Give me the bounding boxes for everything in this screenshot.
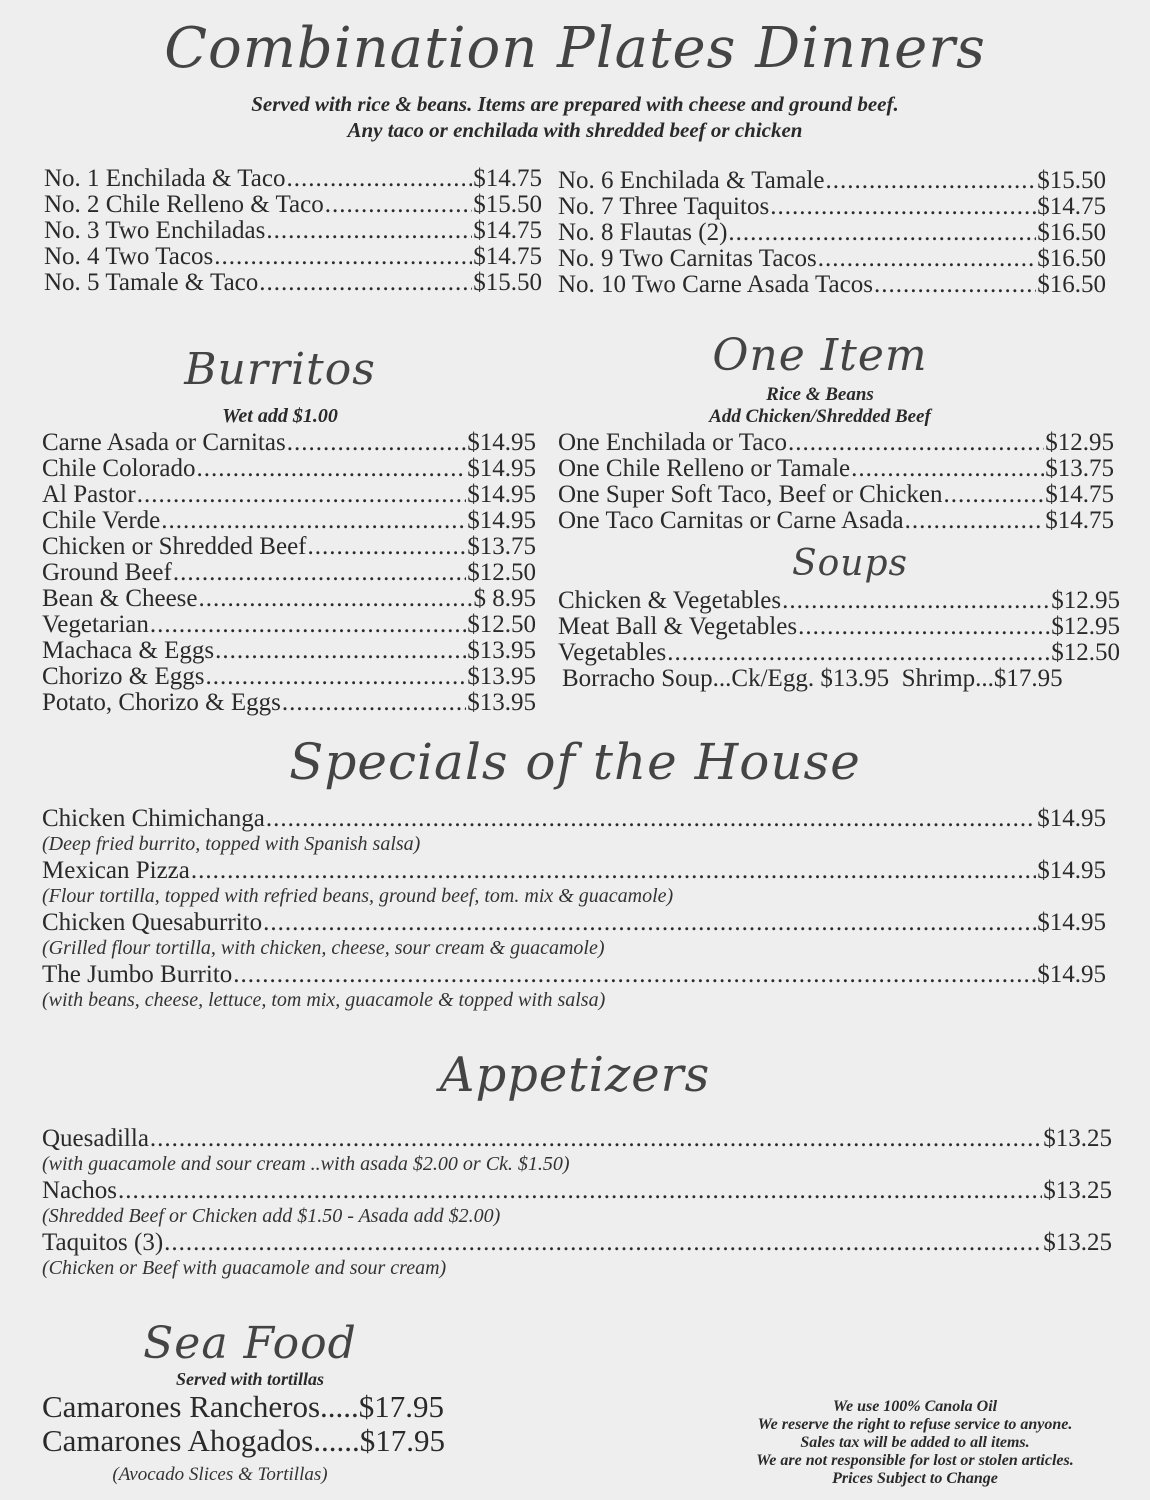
seafood-note: (Avocado Slices & Tortillas): [112, 1464, 328, 1485]
footer-note: Sales tax will be added to all items.: [800, 1434, 1030, 1451]
menu-item: Potato, Chorizo & Eggs ..... $13.95: [42, 690, 536, 716]
one-item-title: One Item: [712, 330, 928, 381]
footer-note: We use 100% Canola Oil: [832, 1398, 998, 1415]
seafood-list: [42, 1390, 512, 1458]
appetizers-title: Appetizers: [439, 1047, 711, 1103]
seafood-title: Sea Food: [143, 1318, 357, 1369]
menu-item: Meat Ball & Vegetables ..... $12.95: [558, 614, 1120, 640]
menu-item: One Enchilada or Taco ..... $12.95: [558, 430, 1114, 456]
menu-item: Quesadilla ..... $13.25: [42, 1126, 1112, 1152]
menu-item: The Jumbo Burrito ..... $14.95: [42, 962, 1106, 988]
menu-item: Ground Beef ..... $12.50: [42, 560, 536, 586]
menu-item: No. 1 Enchilada & Taco ..... $14.75: [44, 166, 542, 192]
combo-subtitle-2: Any taco or enchilada with shredded beef or chicken: [347, 118, 803, 142]
item-description: (Grilled flour tortilla, with chicken, cheese, sour cream & guacamole): [42, 937, 605, 959]
menu-item: No. 7 Three Taquitos ..... $14.75: [558, 194, 1106, 220]
menu-item: No. 5 Tamale & Taco ..... $15.50: [44, 270, 542, 296]
menu-item: Chicken Chimichanga ..... $14.95: [42, 806, 1106, 832]
menu-item: No. 8 Flautas (2) ..... $16.50: [558, 220, 1106, 246]
menu-item: Vegetarian ..... $12.50: [42, 612, 536, 638]
menu-item: No. 10 Two Carne Asada Tacos ..... $16.50: [558, 272, 1106, 298]
item-description: (Deep fried burrito, topped with Spanish salsa): [42, 833, 421, 855]
footer-note: Prices Subject to Change: [832, 1470, 998, 1487]
menu-item: One Super Soft Taco, Beef or Chicken ..... $14.75: [558, 482, 1114, 508]
item-description: (Flour tortilla, topped with refried beans, ground beef, tom. mix & guacamole): [42, 885, 674, 907]
menu-item: Taquitos (3) ..... $13.25: [42, 1230, 1112, 1256]
combo-right-list: [558, 168, 1106, 298]
menu-item: Chicken or Shredded Beef ..... $13.75: [42, 534, 536, 560]
footer-note: We are not responsible for lost or stolen articles.: [756, 1452, 1074, 1469]
soups-list: [558, 588, 1120, 692]
menu-item: No. 2 Chile Relleno & Taco ..... $15.50: [44, 192, 542, 218]
menu-item: Chile Colorado ..... $14.95: [42, 456, 536, 482]
footer-note: We reserve the right to refuse service to anyone.: [757, 1416, 1073, 1433]
item-description: (Chicken or Beef with guacamole and sour cream): [42, 1257, 447, 1279]
menu-item: No. 6 Enchilada & Tamale ..... $15.50: [558, 168, 1106, 194]
burritos-title: Burritos: [184, 344, 376, 395]
item-description: (with beans, cheese, lettuce, tom mix, guacamole & topped with salsa): [42, 989, 606, 1011]
menu-item: Machaca & Eggs ..... $13.95: [42, 638, 536, 664]
item-description: (with guacamole and sour cream ..with asada $2.00 or Ck. $1.50): [42, 1153, 570, 1175]
burritos-subtitle: Wet add $1.00: [222, 405, 338, 427]
appetizers-list: [42, 1126, 1112, 1282]
menu-item: Chicken Quesaburrito ..... $14.95: [42, 910, 1106, 936]
menu-item: Chorizo & Eggs ..... $13.95: [42, 664, 536, 690]
combo-subtitle-1: Served with rice & beans. Items are prepared with cheese and ground beef.: [251, 92, 899, 116]
one-item-list: [558, 430, 1114, 534]
menu-item: Carne Asada or Carnitas ..... $14.95: [42, 430, 536, 456]
one-item-subtitle-1: Rice & Beans: [766, 384, 874, 405]
menu-item: Camarones Ahogados......$17.95: [42, 1423, 445, 1458]
menu-item: Bean & Cheese ..... $ 8.95: [42, 586, 536, 612]
burritos-list: [42, 430, 536, 716]
menu-item: Nachos ..... $13.25: [42, 1178, 1112, 1204]
menu-item: Al Pastor ..... $14.95: [42, 482, 536, 508]
menu-item: Chicken & Vegetables ..... $12.95: [558, 588, 1120, 614]
menu-item: No. 3 Two Enchiladas ..... $14.75: [44, 218, 542, 244]
one-item-subtitle-2: Add Chicken/Shredded Beef: [709, 406, 931, 427]
menu-item: No. 9 Two Carnitas Tacos ..... $16.50: [558, 246, 1106, 272]
menu-item-borracho-soup: Borracho Soup...Ck/Egg. $13.95 Shrimp...$17.95: [562, 666, 1063, 692]
soups-title: Soups: [791, 543, 909, 584]
specials-title: Specials of the House: [289, 733, 861, 791]
combo-left-list: [44, 166, 542, 296]
footer-notes: [690, 1398, 1140, 1488]
seafood-subtitle: Served with tortillas: [175, 1369, 325, 1389]
item-description: (Shredded Beef or Chicken add $1.50 - Asada add $2.00): [42, 1205, 501, 1227]
specials-list: [42, 806, 1106, 1014]
combo-title: Combination Plates Dinners: [164, 16, 986, 81]
menu-item: Vegetables ..... $12.50: [558, 640, 1120, 666]
menu-item: Mexican Pizza ..... $14.95: [42, 858, 1106, 884]
menu-item: Camarones Rancheros.....$17.95: [42, 1389, 445, 1424]
menu-item: No. 4 Two Tacos ..... $14.75: [44, 244, 542, 270]
menu-item: One Taco Carnitas or Carne Asada ..... $14.75: [558, 508, 1114, 534]
menu-item: Chile Verde ..... $14.95: [42, 508, 536, 534]
menu-item: One Chile Relleno or Tamale ..... $13.75: [558, 456, 1114, 482]
